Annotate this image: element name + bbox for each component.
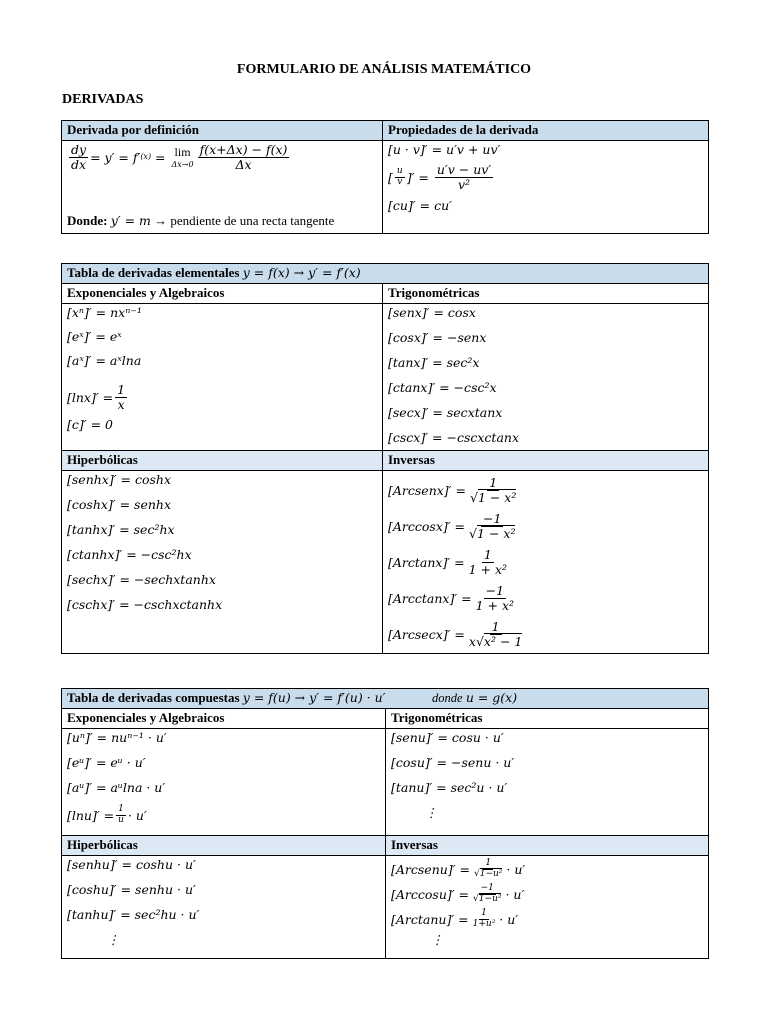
definition-header: Derivada por definición <box>62 121 383 141</box>
inv-subheader: Inversas <box>383 451 709 471</box>
formula: [lnx]′ = $\frac{1}{x}$ <box>67 381 126 412</box>
inv-cell <box>386 856 709 959</box>
ellipsis: ⋮ <box>431 932 444 947</box>
definition-formula: $\frac{dy}{dx}$ = y′ = f′ (x) = lim Δx→0 $\frac{f(x+\Delta x) - f(x)}{\Delta x}$ <box>71 142 288 172</box>
formula: [c]′ = 0 <box>67 417 113 432</box>
hyp-cell <box>62 471 383 654</box>
formula: [aˣ]′ = aˣlna <box>67 353 142 368</box>
formula: [ctanx]′ = −csc²x <box>388 380 497 395</box>
trig-subheader: Trigonométricas <box>386 709 709 729</box>
formula: [tanhu]′ = sec²hu · u′ <box>67 907 200 922</box>
definition-table <box>61 120 709 234</box>
formula: [sechx]′ = −sechxtanhx <box>67 572 216 587</box>
trig-cell <box>383 304 709 451</box>
formula: [tanhx]′ = sec²hx <box>67 522 175 537</box>
formula: [aᵘ]′ = aᵘlna · u′ <box>67 780 166 795</box>
trig-cell <box>386 729 709 836</box>
hyp-cell <box>62 856 386 959</box>
inv-subheader: Inversas <box>386 836 709 856</box>
formula: [cosx]′ = −senx <box>388 330 487 345</box>
formula: [Arcsenu]′ = $\frac{1}{\text{√1−u²}}$ · u′ <box>391 858 526 879</box>
hyp-subheader: Hiperbólicas <box>62 836 386 856</box>
ellipsis: ⋮ <box>107 932 120 947</box>
formula: [tanx]′ = sec²x <box>388 355 480 370</box>
formula: [cscx]′ = −cscxctanx <box>388 430 519 445</box>
product-rule: [u · v]′ = u′v + uv′ <box>388 142 501 157</box>
formula: [uⁿ]′ = nuⁿ⁻¹ · u′ <box>67 730 167 745</box>
elementary-header: Tabla de derivadas elementales y = f(x) → y′ = f′(x) <box>62 264 709 284</box>
constant-rule: [cu]′ = cu′ <box>388 197 452 213</box>
exp-subheader: Exponenciales y Algebraicos <box>62 284 383 304</box>
formula: [Arcsenx]′ = $\frac{1}{\text{√1 − x²}}$ <box>388 474 517 505</box>
formula: [xⁿ]′ = nxⁿ⁻¹ <box>67 305 142 320</box>
formula: [secx]′ = secxtanx <box>388 405 503 420</box>
tangent-note: Donde: y′ = m → pendiente de una recta tangente <box>67 213 335 229</box>
formula: [cosu]′ = −senu · u′ <box>391 755 515 770</box>
exp-cell <box>62 304 383 451</box>
formula: [tanu]′ = sec²u · u′ <box>391 780 508 795</box>
properties-cell <box>383 141 709 234</box>
exp-subheader: Exponenciales y Algebraicos <box>62 709 386 729</box>
formula: [senx]′ = cosx <box>388 305 476 320</box>
quotient-rule: [ $\frac{u}{v}$ ]′ = $\frac{u'v - uv'}{\text{v²}}$ <box>388 162 492 192</box>
formula: [ctanhx]′ = −csc²hx <box>67 547 192 562</box>
formula: [Arcsecx]′ = $\frac{1}{\text{x√x² − 1}}$ <box>388 618 523 649</box>
definition-cell <box>62 141 383 234</box>
formula: [senhu]′ = coshu · u′ <box>67 857 196 872</box>
exp-cell <box>62 729 386 836</box>
elementary-derivatives-table <box>61 263 709 654</box>
trig-subheader: Trigonométricas <box>383 284 709 304</box>
inv-cell <box>383 471 709 654</box>
formula: [lnu]′ = $\frac{1}{u}$ · u′ <box>67 804 147 825</box>
formula: [Arccosx]′ = $\frac{-1}{\text{√1 − x²}}$ <box>388 510 516 541</box>
formula: [Arctanx]′ = $\frac{1}{\text{1 + x²}}$ <box>388 546 508 577</box>
formula: [Arctanu]′ = $\frac{1}{\text{1+u²}}$ · u′ <box>391 908 519 929</box>
section-heading: DERIVADAS <box>62 92 144 107</box>
formula: [Arcctanx]′ = $\frac{-1}{\text{1 + x²}}$ <box>388 582 515 613</box>
formula: [eˣ]′ = eˣ <box>67 329 122 344</box>
composite-header: Tabla de derivadas compuestas y = f(u) → y′ = f′(u) · u′ donde u = g(x) <box>62 689 709 709</box>
formula: [coshu]′ = senhu · u′ <box>67 882 196 897</box>
formula: [Arccosu]′ = $\frac{-1}{\text{√1−u²}}$ · u′ <box>391 883 525 904</box>
formula: [cschx]′ = −cschxctanhx <box>67 597 223 612</box>
formula: [coshx]′ = senhx <box>67 497 172 512</box>
composite-derivatives-table <box>61 688 709 959</box>
formula: [senu]′ = cosu · u′ <box>391 730 504 745</box>
formula: [senhx]′ = coshx <box>67 472 172 487</box>
ellipsis: ⋮ <box>425 805 438 820</box>
document-title: FORMULARIO DE ANÁLISIS MATEMÁTICO <box>236 62 532 77</box>
properties-header: Propiedades de la derivada <box>383 121 709 141</box>
hyp-subheader: Hiperbólicas <box>62 451 383 471</box>
formula: [eᵘ]′ = eᵘ · u′ <box>67 755 146 770</box>
